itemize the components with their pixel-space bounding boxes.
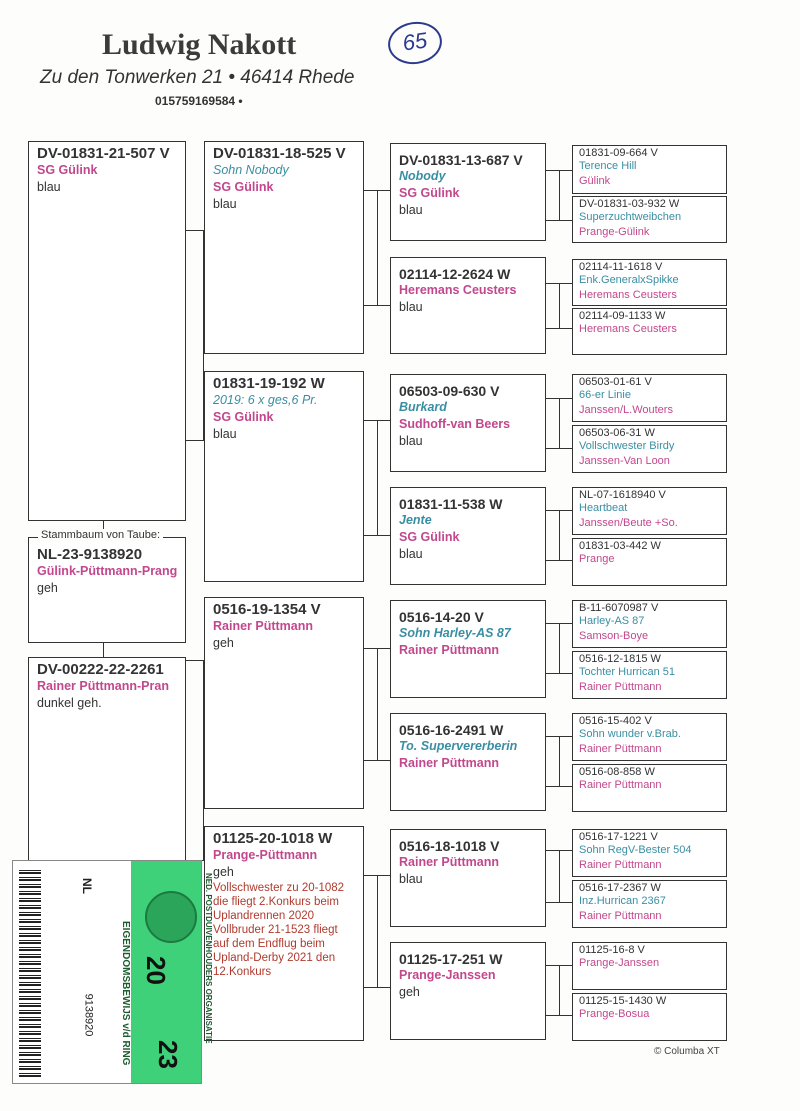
breeder: SG Gülink [399,530,460,544]
breeder: Prange-Janssen [579,957,660,969]
father-breeder: SG Gülink [37,163,98,177]
subject-ring: NL-23-9138920 [37,546,143,563]
breeder: SG Gülink [399,186,460,200]
gen3-card[interactable] [390,487,546,585]
breeder: Gülink [579,175,611,187]
gen4-card[interactable] [572,651,727,699]
breeder: Rainer Püttmann [399,643,500,657]
gen2-card[interactable] [204,826,364,1041]
breeder: Rainer Püttmann [213,619,314,633]
color: blau [399,547,423,561]
breeder: Samson-Boye [579,630,649,642]
gen4-card[interactable] [572,829,727,877]
ring-number: DV-01831-13-687 V [399,152,523,168]
gen4-card[interactable] [572,764,727,812]
father-color: blau [37,180,61,194]
barcode [19,867,41,1077]
ring-number: 01125-20-1018 W [213,830,333,847]
gen4-card[interactable] [572,993,727,1041]
gen3-card[interactable] [390,257,546,354]
subject-color: geh [37,581,58,595]
gen4-card[interactable] [572,425,727,473]
ring-number: 01831-03-442 W [579,540,661,552]
ring-number: 06503-06-31 W [579,427,655,439]
copyright: © Columba XT [654,1046,720,1057]
breeder: Rainer Püttmann [399,855,500,869]
performance-note: Vollschwester zu 20-1082 die fliegt 2.Konkurs beim Uplandrennen 2020 Vollbruder 21-1523 fliegt auf dem Endflug beim Upland-Derby 2021 den 12.Konkurs [213,882,345,978]
breeder: Janssen/Beute +So. [579,517,678,529]
subject-card[interactable] [28,537,186,643]
color: blau [399,434,423,448]
gen4-card[interactable] [572,600,727,648]
gen4-card[interactable] [572,259,727,306]
gen2-card[interactable] [204,371,364,582]
breeder: Prange-Gülink [579,226,650,238]
card-year-end: 23 [152,1040,183,1069]
breeder: Prange [579,553,615,565]
subject-breeder: Gülink-Püttmann-Prang [37,564,178,578]
gen4-card[interactable] [572,145,727,194]
color: blau [399,872,423,886]
gen3-card[interactable] [390,374,546,472]
ring-number: 01125-17-251 W [399,951,503,967]
color: geh [399,985,420,999]
ring-number: 0516-18-1018 V [399,838,500,854]
card-title: EIGENDOMSBEWIJS v/d RING [120,921,131,1066]
ring-number: B-11-6070987 V [579,602,659,614]
breeder: SG Gülink [213,410,274,424]
pedigree-name: Vollschwester Birdy [579,440,675,452]
breeder-name: Ludwig Nakott [102,28,297,61]
color: blau [213,197,237,211]
color: blau [399,300,423,314]
gen3-card[interactable] [390,829,546,927]
ring-number: 01831-11-538 W [399,496,503,512]
breeder: Rainer Püttmann [579,859,662,871]
color: geh [213,636,234,650]
ring-number: 02114-11-1618 V [579,261,663,273]
handwritten-number: 65 [385,18,444,67]
color: blau [213,427,237,441]
gen4-card[interactable] [572,308,727,355]
breeder: Rainer Püttmann [579,743,662,755]
pedigree-name: Sohn RegV-Bester 504 [579,844,692,856]
pigeon-logo-icon [145,891,197,943]
breeder-address: Zu den Tonwerken 21 • 46414 Rhede [40,67,355,88]
father-ring: DV-01831-21-507 V [37,145,170,162]
breeder: Rainer Püttmann [579,779,662,791]
ring-number: 0516-12-1815 W [579,653,661,665]
ring-number: 0516-17-1221 V [579,831,658,843]
breeder: Heremans Ceusters [579,323,677,335]
pedigree-name: Sohn Nobody [213,163,289,177]
father-card[interactable] [28,141,186,521]
ring-number: 0516-16-2491 W [399,722,504,738]
pedigree-name: 2019: 6 x ges,6 Pr. [213,393,318,407]
breeder: Janssen/L.Wouters [579,404,673,416]
breeder-phone: 015759169584 • [155,94,243,108]
ring-ownership-card [12,860,213,1084]
ring-number: 01831-19-192 W [213,375,325,392]
gen4-card[interactable] [572,538,727,586]
pedigree-name: Enk.GeneralxSpikke [579,274,679,286]
pedigree-name: Burkard [399,400,447,414]
ring-number: 06503-09-630 V [399,383,500,399]
gen3-card[interactable] [390,143,546,241]
breeder: Janssen-Van Loon [579,455,670,467]
subject-caption: Stammbaum von Taube: [38,529,163,541]
ring-number: 02114-12-2624 W [399,266,511,282]
breeder: Prange-Janssen [399,968,496,982]
gen4-card[interactable] [572,487,727,535]
gen4-card[interactable] [572,374,727,422]
breeder: Prange-Püttmann [213,848,318,862]
mother-color: dunkel geh. [37,696,102,710]
gen3-card[interactable] [390,942,546,1040]
pedigree-name: Terence Hill [579,160,637,172]
pedigree-name: Harley-AS 87 [579,615,645,627]
ring-number: 0516-08-858 W [579,766,655,778]
mother-ring: DV-00222-22-2261 [37,661,164,678]
ring-number: 0516-17-2367 W [579,882,661,894]
breeder: Rainer Püttmann [399,756,500,770]
mother-breeder: Rainer Püttmann-Pran [37,679,169,693]
breeder: Prange-Bosua [579,1008,650,1020]
ring-number: 0516-15-402 V [579,715,652,727]
pedigree-name: To. Supervererberin [399,739,518,753]
ring-number: NL-07-1618940 V [579,489,666,501]
pedigree-name: Jente [399,513,432,527]
breeder: SG Gülink [213,180,274,194]
card-org: NED. POSTDUIVENHOUDERS ORGANISATIE [204,873,213,1044]
pedigree-name: Heartbeat [579,502,628,514]
card-number: 9138920 [82,993,95,1037]
ring-number: 0516-19-1354 V [213,601,321,618]
ring-number: 01831-09-664 V [579,147,658,159]
ring-number: DV-01831-18-525 V [213,145,346,162]
ring-number: 0516-14-20 V [399,609,484,625]
ring-number: 01125-16-8 V [579,944,645,956]
color: blau [399,203,423,217]
ring-number: 02114-09-1133 W [579,310,666,322]
breeder: Heremans Ceusters [399,283,517,297]
card-country: NL [80,878,94,894]
breeder: Rainer Püttmann [579,910,662,922]
ring-number: DV-01831-03-932 W [579,198,680,210]
card-year-start: 20 [140,956,171,985]
breeder: Heremans Ceusters [579,289,677,301]
pedigree-name: Nobody [399,169,446,183]
ring-number: 06503-01-61 V [579,376,652,388]
gen2-card[interactable] [204,597,364,809]
breeder: Rainer Püttmann [579,681,662,693]
pedigree-name: Superzuchtweibchen [579,211,682,223]
color: geh [213,865,234,879]
pedigree-name: Sohn wunder v.Brab. [579,728,681,740]
pedigree-name: Tochter Hurrican 51 [579,666,675,678]
gen3-card[interactable] [390,600,546,698]
pedigree-name: Inz.Hurrican 2367 [579,895,666,907]
gen4-card[interactable] [572,880,727,928]
gen4-card[interactable] [572,713,727,761]
gen4-card[interactable] [572,196,727,243]
gen2-card[interactable] [204,141,364,354]
pedigree-name: 66-er Linie [579,389,631,401]
gen3-card[interactable] [390,713,546,811]
breeder: Sudhoff-van Beers [399,417,511,431]
gen4-card[interactable] [572,942,727,990]
ring-number: 01125-15-1430 W [579,995,667,1007]
pedigree-name: Sohn Harley-AS 87 [399,626,511,640]
